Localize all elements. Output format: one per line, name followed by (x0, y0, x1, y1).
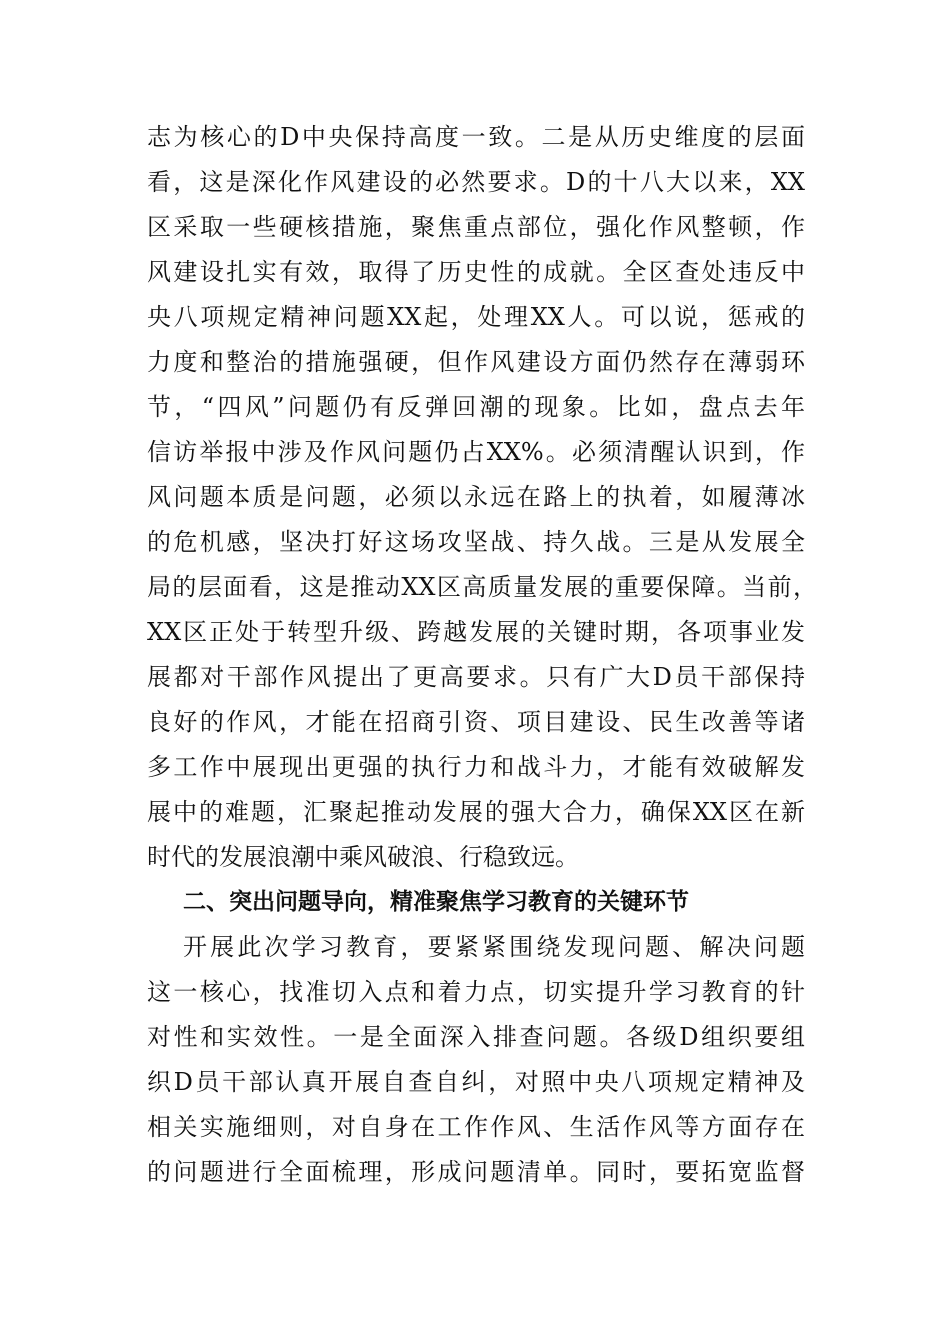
paragraph-line: 志为核心的D中央保持高度一致。二是从历史维度的层面 (147, 123, 805, 151)
paragraph-line: 对性和实效性。一是全面深入排查问题。各级D组织要组 (147, 1023, 805, 1051)
paragraph-line: 这一核心，找准切入点和着力点，切实提升学习教育的针 (147, 978, 805, 1006)
paragraph-line: 节，“四风”问题仍有反弹回潮的现象。比如，盘点去年 (147, 393, 805, 421)
paragraph-line: XX区正处于转型升级、跨越发展的关键时期，各项事业发 (147, 618, 805, 646)
paragraph-line: 力度和整治的措施强硬，但作风建设方面仍然存在薄弱环 (147, 348, 805, 376)
paragraph-line: 织D员干部认真开展自查自纠，对照中央八项规定精神及 (147, 1068, 805, 1096)
paragraph-line: 良好的作风，才能在招商引资、项目建设、民生改善等诸 (147, 708, 805, 736)
paragraph-line: 展都对干部作风提出了更高要求。只有广大D员干部保持 (147, 663, 805, 691)
paragraph-line: 时代的发展浪潮中乘风破浪、行稳致远。 (147, 843, 579, 871)
paragraph-line: 局的层面看，这是推动XX区高质量发展的重要保障。当前， (147, 573, 817, 601)
paragraph-line: 央八项规定精神问题XX起，处理XX人。可以说，惩戒的 (147, 303, 805, 331)
paragraph-line: 相关实施细则，对自身在工作作风、生活作风等方面存在 (147, 1113, 805, 1141)
paragraph-line: 风建设扎实有效，取得了历史性的成就。全区查处违反中 (147, 258, 805, 286)
paragraph-line: 的问题进行全面梳理，形成问题清单。同时，要拓宽监督 (147, 1158, 805, 1186)
paragraph-line: 区采取一些硬核措施，聚焦重点部位，强化作风整顿，作 (147, 213, 805, 241)
paragraph-line: 信访举报中涉及作风问题仍占XX%。必须清醒认识到，作 (147, 438, 805, 466)
paragraph-line: 的危机感，坚决打好这场攻坚战、持久战。三是从发展全 (147, 528, 805, 556)
paragraph-line: 看，这是深化作风建设的必然要求。D的十八大以来，XX (147, 168, 805, 196)
paragraph-line: 展中的难题，汇聚起推动发展的强大合力，确保XX区在新 (147, 798, 805, 826)
document-page (147, 115, 817, 1195)
paragraph-line: 多工作中展现出更强的执行力和战斗力，才能有效破解发 (147, 753, 805, 781)
paragraph-line: 开展此次学习教育，要紧紧围绕发现问题、解决问题 (183, 933, 805, 961)
paragraph-line: 风问题本质是问题，必须以永远在路上的执着，如履薄冰 (147, 483, 805, 511)
section-heading: 二、突出问题导向，精准聚焦学习教育的关键环节 (183, 889, 689, 915)
